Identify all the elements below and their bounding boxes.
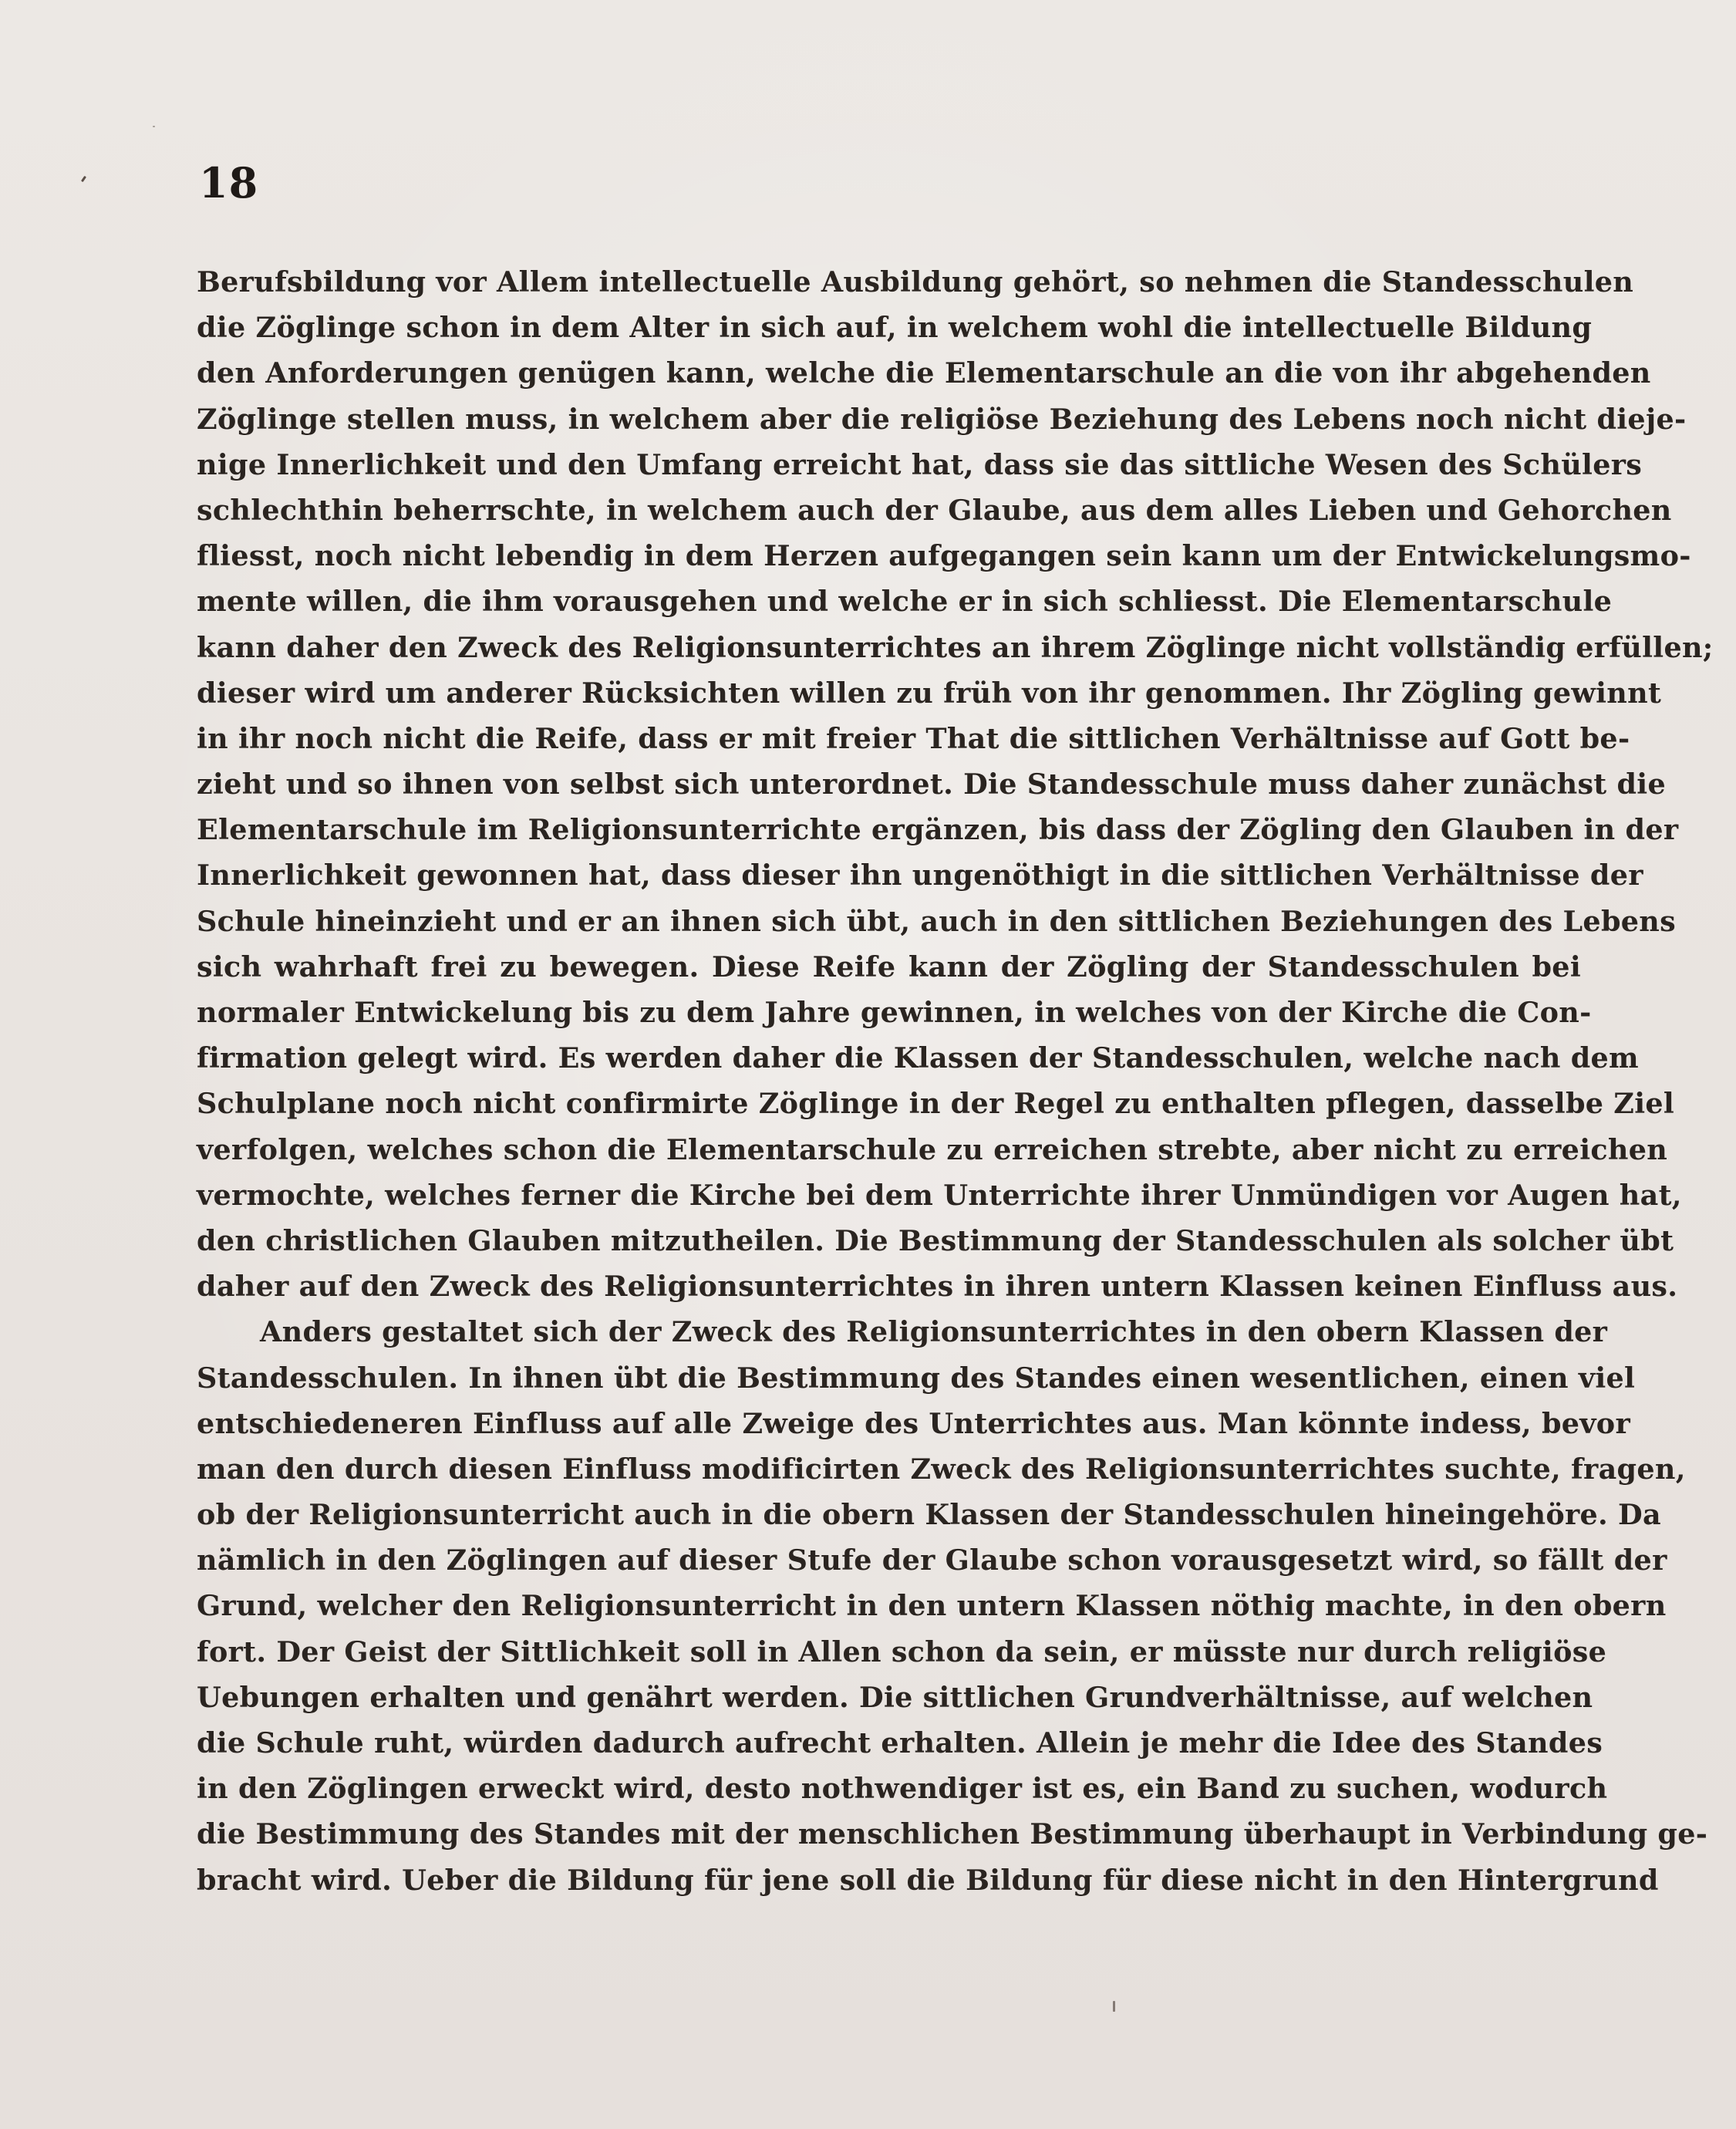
page-number: 18 [199,158,259,208]
text-line: dieser wird um anderer Rücksichten willen zu früh von ihr genommen. Ihr Zögling gewinnt [197,676,1662,710]
body-text [197,259,1714,1903]
text-line: Uebungen erhalten und genährt werden. Die sittlichen Grundverhältnisse, auf welchen [197,1680,1593,1714]
text-line: Berufsbildung vor Allem intellectuelle Ausbildung gehört, so nehmen die Standesschulen [197,265,1634,299]
text-line: Anders gestaltet sich der Zweck des Religionsunterrichtes in den obern Klassen der [260,1315,1608,1349]
text-line: den Anforderungen genügen kann, welche die Elementarschule an die von ihr abgehenden [197,356,1651,390]
ink-speck [81,176,86,182]
text-line: ob der Religionsunterricht auch in die obern Klassen der Standesschulen hineingehöre. Da [197,1498,1661,1532]
ink-speck [153,126,155,127]
text-line: firmation gelegt wird. Es werden daher die Klassen der Standesschulen, welche nach dem [197,1041,1639,1075]
paragraph [197,259,1714,1309]
text-line: Grund, welcher den Religionsunterricht in den untern Klassen nöthig machte, in den obern [197,1589,1667,1623]
text-line: Innerlichkeit gewonnen hat, dass dieser ihn ungenöthigt in die sittlichen Verhältnisse der [197,859,1643,892]
text-line: normaler Entwickelung bis zu dem Jahre gewinnen, in welches von der Kirche die Con- [197,996,1592,1029]
text-line: bracht wird. Ueber die Bildung für jene soll die Bildung für diese nicht in den Hintergrund [197,1863,1659,1897]
text-line: daher auf den Zweck des Religionsunterrichtes in ihren untern Klassen keinen Einfluss aus. [197,1270,1678,1304]
text-line: den christlichen Glauben mitzutheilen. Die Bestimmung der Standesschulen als solcher übt [197,1223,1674,1257]
text-line: die Zöglinge schon in dem Alter in sich auf, in welchem wohl die intellectuelle Bildung [197,311,1593,345]
text-line: verfolgen, welches schon die Elementarschule zu erreichen strebte, aber nicht zu erreichen [197,1132,1668,1166]
text-line: fort. Der Geist der Sittlichkeit soll in Allen schon da sein, er müsste nur durch religiöse [197,1635,1607,1668]
text-line: nige Innerlichkeit und den Umfang erreicht hat, dass sie das sittliche Wesen des Schülers [197,447,1643,481]
text-line: Standesschulen. In ihnen übt die Bestimmung des Standes einen wesentlichen, einen viel [197,1361,1636,1395]
text-line: nämlich in den Zöglingen auf dieser Stufe der Glaube schon vorausgesetzt wird, so fällt der [197,1544,1667,1577]
text-line: Zöglinge stellen muss, in welchem aber die religiöse Beziehung des Lebens noch nicht dieje- [197,402,1687,436]
text-line: in ihr noch nicht die Reife, dass er mit freier That die sittlichen Verhältnisse auf Gott be- [197,721,1630,755]
ink-speck [1113,2001,1115,2012]
paragraph [197,1309,1708,1902]
text-line: entschiedeneren Einfluss auf alle Zweige des Unterrichtes aus. Man könnte indess, bevor [197,1406,1630,1440]
text-line: vermochte, welches ferner die Kirche bei dem Unterrichte ihrer Unmündigen vor Augen hat, [197,1178,1682,1212]
text-line: Schulplane noch nicht confirmirte Zöglinge in der Regel zu enthalten pflegen, dasselbe Ziel [197,1087,1675,1121]
text-line: man den durch diesen Einfluss modificirten Zweck des Religionsunterrichtes suchte, fragen, [197,1452,1686,1486]
text-line: die Bestimmung des Standes mit der menschlichen Bestimmung überhaupt in Verbindung ge- [197,1817,1708,1851]
text-line: zieht und so ihnen von selbst sich unterordnet. Die Standesschule muss daher zunächst die [197,768,1666,801]
text-line: sich wahrhaft frei zu bewegen. Diese Reife kann der Zögling der Standesschulen bei [197,950,1581,984]
text-line: mente willen, die ihm vorausgehen und welche er in sich schliesst. Die Elementarschule [197,585,1613,619]
text-line: die Schule ruht, würden dadurch aufrecht erhalten. Allein je mehr die Idee des Standes [197,1726,1603,1760]
text-line: kann daher den Zweck des Religionsunterrichtes an ihrem Zöglinge nicht vollständig erfüllen; [197,630,1714,664]
text-line: Schule hineinzieht und er an ihnen sich übt, auch in den sittlichen Beziehungen des Lebens [197,904,1676,938]
text-line: schlechthin beherrschte, in welchem auch der Glaube, aus dem alles Lieben und Gehorchen [197,493,1672,527]
text-line: in den Zöglingen erweckt wird, desto nothwendiger ist es, ein Band zu suchen, wodurch [197,1772,1608,1806]
text-line: fliesst, noch nicht lebendig in dem Herzen aufgegangen sein kann um der Entwickelungsmo- [197,539,1691,573]
text-line: Elementarschule im Religionsunterrichte ergänzen, bis dass der Zögling den Glauben in der [197,813,1679,847]
